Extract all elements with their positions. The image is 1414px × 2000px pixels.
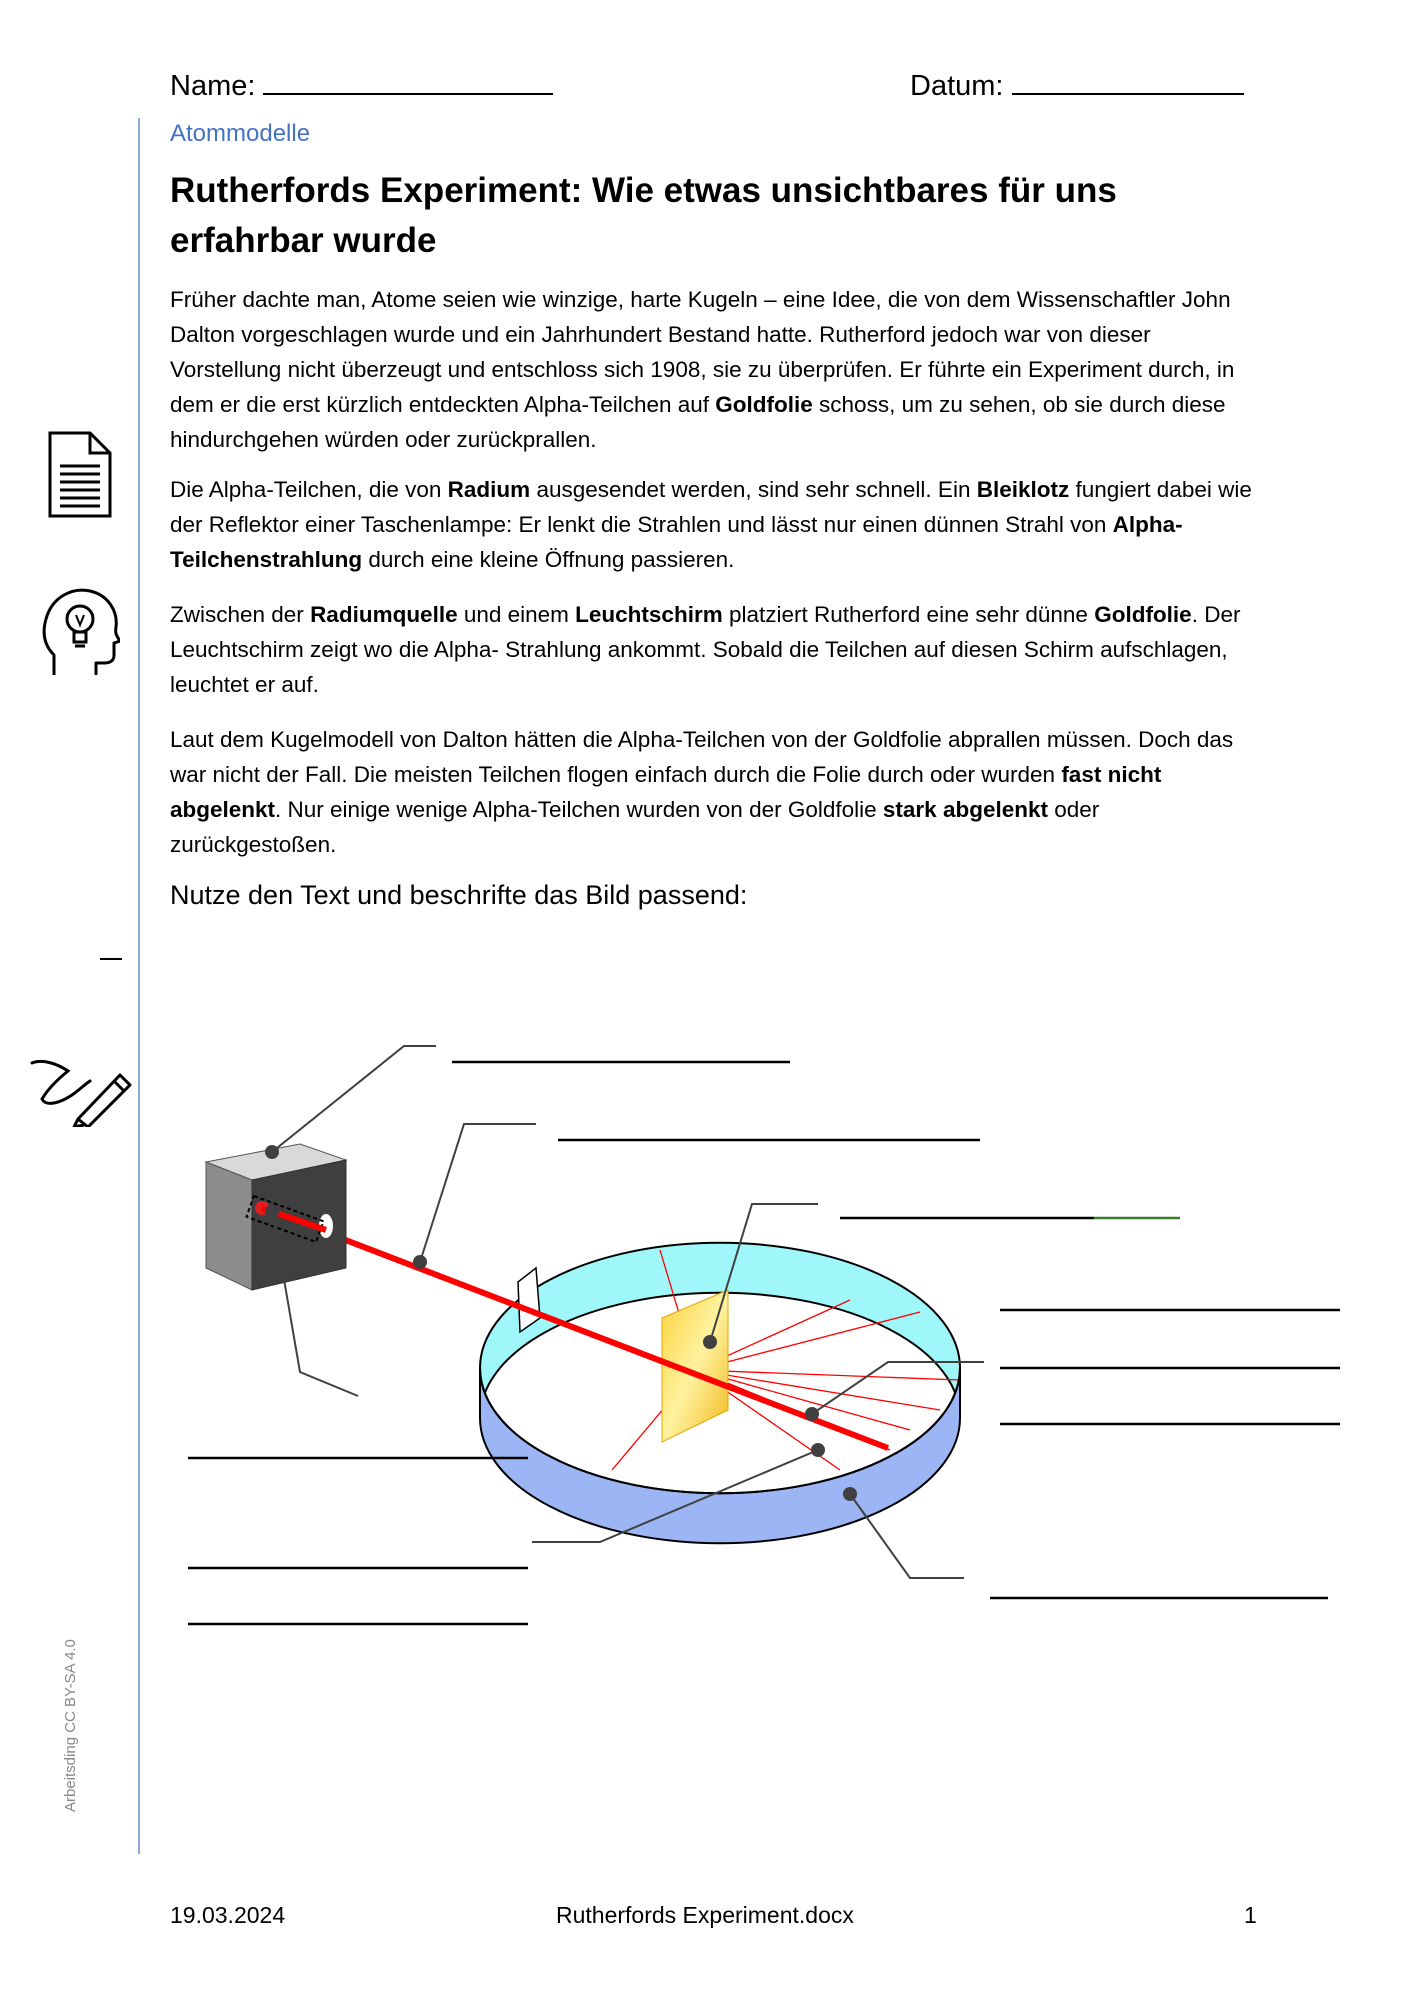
- text-run: schoss, um zu sehen, ob sie durch diese hindurchgehen würden oder zurückprallen.: [170, 392, 1226, 452]
- bold-term: Alpha-Teilchenstrahlung: [170, 512, 1183, 572]
- document-icon: [46, 430, 116, 525]
- license-text: Arbeitsding CC BY-SA 4.0: [62, 1639, 79, 1812]
- footer-date: 19.03.2024: [170, 1902, 286, 1928]
- text-run: Früher dachte man, Atome seien wie winzige, harte Kugeln – eine Idee, die von dem Wissenschaftler John Dalton vorgeschlagen wurde und ein Jahrhundert Bestand hatte. Rutherford jedoch war von dieser Vorstellung nicht überzeugt und entschloss sich 1908, sie zu überprüfen. Er führte ein Experiment durch, in dem er die erst kürzlich entdeckten Alpha-Teilchen auf: [170, 287, 1235, 417]
- paragraph-3: [170, 597, 1260, 702]
- bold-term: Radium: [447, 477, 531, 502]
- date-field[interactable]: [910, 70, 1244, 103]
- margin-dash: [100, 958, 122, 960]
- text-run: . Der Leuchtschirm zeigt wo die Alpha- Strahlung ankommt. Sobald die Teilchen auf diesen Schirm aufschlagen, leuchtet er auf.: [170, 602, 1241, 697]
- footer-page-number: 1: [1244, 1902, 1257, 1928]
- paragraph-4: [170, 722, 1260, 862]
- instruction-text: Nutze den Text und beschrifte das Bild passend:: [170, 880, 748, 910]
- page-title: Rutherfords Experiment: Wie etwas unsichtbares für uns erfahrbar wurde: [170, 171, 1117, 260]
- text-run: ausgesendet werden, sind sehr schnell. Ein: [530, 477, 977, 502]
- bold-term: Bleiklotz: [976, 477, 1070, 502]
- head-lightbulb-icon: [40, 585, 120, 682]
- bold-term: Leuchtschirm: [575, 602, 723, 627]
- alpha-beam: [262, 1208, 888, 1448]
- paragraph-2: [170, 472, 1260, 577]
- text-run: Zwischen der: [170, 602, 311, 627]
- bold-term: stark abgelenkt: [882, 797, 1048, 822]
- text-run: platziert Rutherford eine sehr dünne: [722, 602, 1095, 627]
- text-run: oder zurückgestoßen.: [170, 797, 1100, 857]
- rutherford-diagram: [0, 1000, 1414, 1660]
- subject-label: Atommodelle: [170, 120, 311, 147]
- bold-term: Goldfolie: [1094, 602, 1192, 627]
- bold-term: Goldfolie: [715, 392, 813, 417]
- paragraph-1: [170, 282, 1260, 457]
- footer-filename: Rutherfords Experiment.docx: [556, 1902, 854, 1928]
- text-run: durch eine kleine Öffnung passieren.: [362, 547, 735, 572]
- text-run: Laut dem Kugelmodell von Dalton hätten die Alpha-Teilchen von der Goldfolie abprallen müssen. Doch das war nicht der Fall. Die meisten Teilchen flogen einfach durch die Folie durch oder wurden: [170, 727, 1234, 787]
- date-label: Datum:: [910, 70, 1004, 102]
- text-run: . Nur einige wenige Alpha-Teilchen wurden von der Goldfolie: [275, 797, 883, 822]
- name-blank-line[interactable]: [263, 93, 553, 95]
- name-field[interactable]: [170, 70, 553, 103]
- name-label: Name:: [170, 70, 256, 102]
- text-run: Die Alpha-Teilchen, die von: [170, 477, 448, 502]
- bold-term: fast nicht abgelenkt: [170, 762, 1162, 822]
- bold-term: Radiumquelle: [310, 602, 458, 627]
- text-run: und einem: [457, 602, 576, 627]
- text-run: fungiert dabei wie der Reflektor einer Taschenlampe: Er lenkt die Strahlen und lässt nur einen dünnen Strahl von: [170, 477, 1252, 537]
- date-blank-line[interactable]: [1012, 93, 1244, 95]
